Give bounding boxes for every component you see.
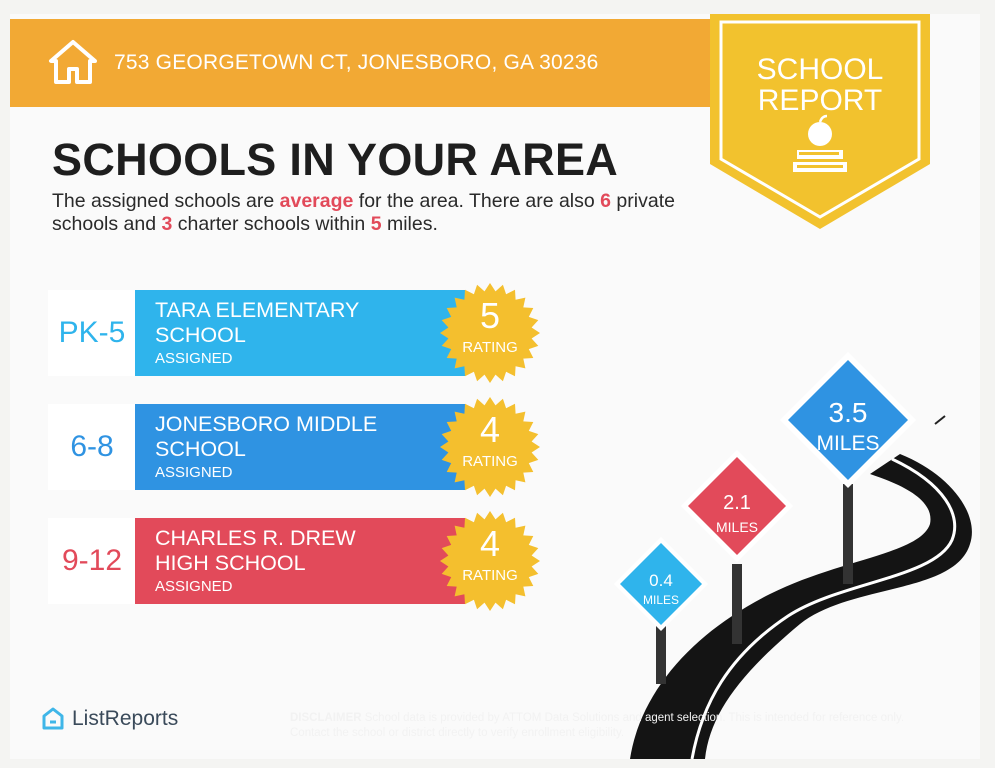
schools-summary: The assigned schools are average for the area. There are also 6 private schools and 3 charter schools within 5 miles. xyxy=(52,190,675,235)
disclaimer-label: DISCLAIMER xyxy=(290,712,362,724)
grade-range: PK-5 xyxy=(48,290,136,376)
school-name-box xyxy=(135,290,465,376)
sign-distance: 2.1 xyxy=(723,492,751,514)
rating-badge xyxy=(438,283,542,383)
badge-line-2: REPORT xyxy=(757,84,883,117)
assignment-status: ASSIGNED xyxy=(155,464,233,481)
charter-count: 3 xyxy=(161,213,173,235)
rating-value: 4 xyxy=(479,523,501,564)
sign-unit: MILES xyxy=(816,432,880,455)
apple-books-icon xyxy=(785,114,855,180)
sign-distance: 0.4 xyxy=(649,571,673,590)
school-name: JONESBORO MIDDLE SCHOOL xyxy=(155,412,378,461)
badge-line-1: SCHOOL xyxy=(756,53,884,86)
sign-unit: MILES xyxy=(715,519,759,535)
assignment-status: ASSIGNED xyxy=(155,350,233,367)
school-row xyxy=(48,518,548,604)
road-illustration xyxy=(600,334,980,759)
sign-distance: 3.5 xyxy=(828,397,868,428)
radius-miles: 5 xyxy=(370,213,382,235)
page-title: SCHOOLS IN YOUR AREA xyxy=(52,134,619,185)
assignment-status: ASSIGNED xyxy=(155,578,233,595)
private-count: 6 xyxy=(600,190,612,212)
school-name: CHARLES R. DREW HIGH SCHOOL xyxy=(155,526,356,575)
listreports-logo xyxy=(40,704,178,734)
school-name-box xyxy=(135,404,465,490)
distance-sign xyxy=(681,450,793,562)
disclaimer xyxy=(290,711,920,741)
school-row xyxy=(48,404,548,490)
distance-sign xyxy=(614,537,708,631)
school-report-page xyxy=(10,14,980,759)
address-header xyxy=(10,19,710,107)
rating-label: RATING xyxy=(462,567,518,584)
rating-value: 4 xyxy=(479,409,501,450)
school-row xyxy=(48,290,548,376)
property-address: 753 GEORGETOWN CT, JONESBORO, GA 30236 xyxy=(114,51,599,74)
rating-label: RATING xyxy=(462,453,518,470)
grade-range: 6-8 xyxy=(48,404,136,490)
logo-text: ListReports xyxy=(72,707,179,730)
rating-badge xyxy=(438,397,542,497)
school-name-box xyxy=(135,518,465,604)
school-name: TARA ELEMENTARY SCHOOL xyxy=(155,298,359,347)
disclaimer-text: School data is provided by ATTOM Data Solutions and agent selection. This is intended for reference only. Contact the school or district directly to verify enrollment eligibility. xyxy=(290,712,905,739)
grade-range: 9-12 xyxy=(48,518,136,604)
school-report-badge xyxy=(705,14,935,234)
rating-value: 5 xyxy=(479,295,501,336)
home-icon xyxy=(48,37,98,87)
rating-label: RATING xyxy=(462,339,518,356)
sign-unit: MILES xyxy=(642,593,680,607)
badge-title xyxy=(705,54,935,116)
logo-icon xyxy=(40,706,66,732)
quality-highlight: average xyxy=(279,190,354,212)
rating-badge xyxy=(438,511,542,611)
